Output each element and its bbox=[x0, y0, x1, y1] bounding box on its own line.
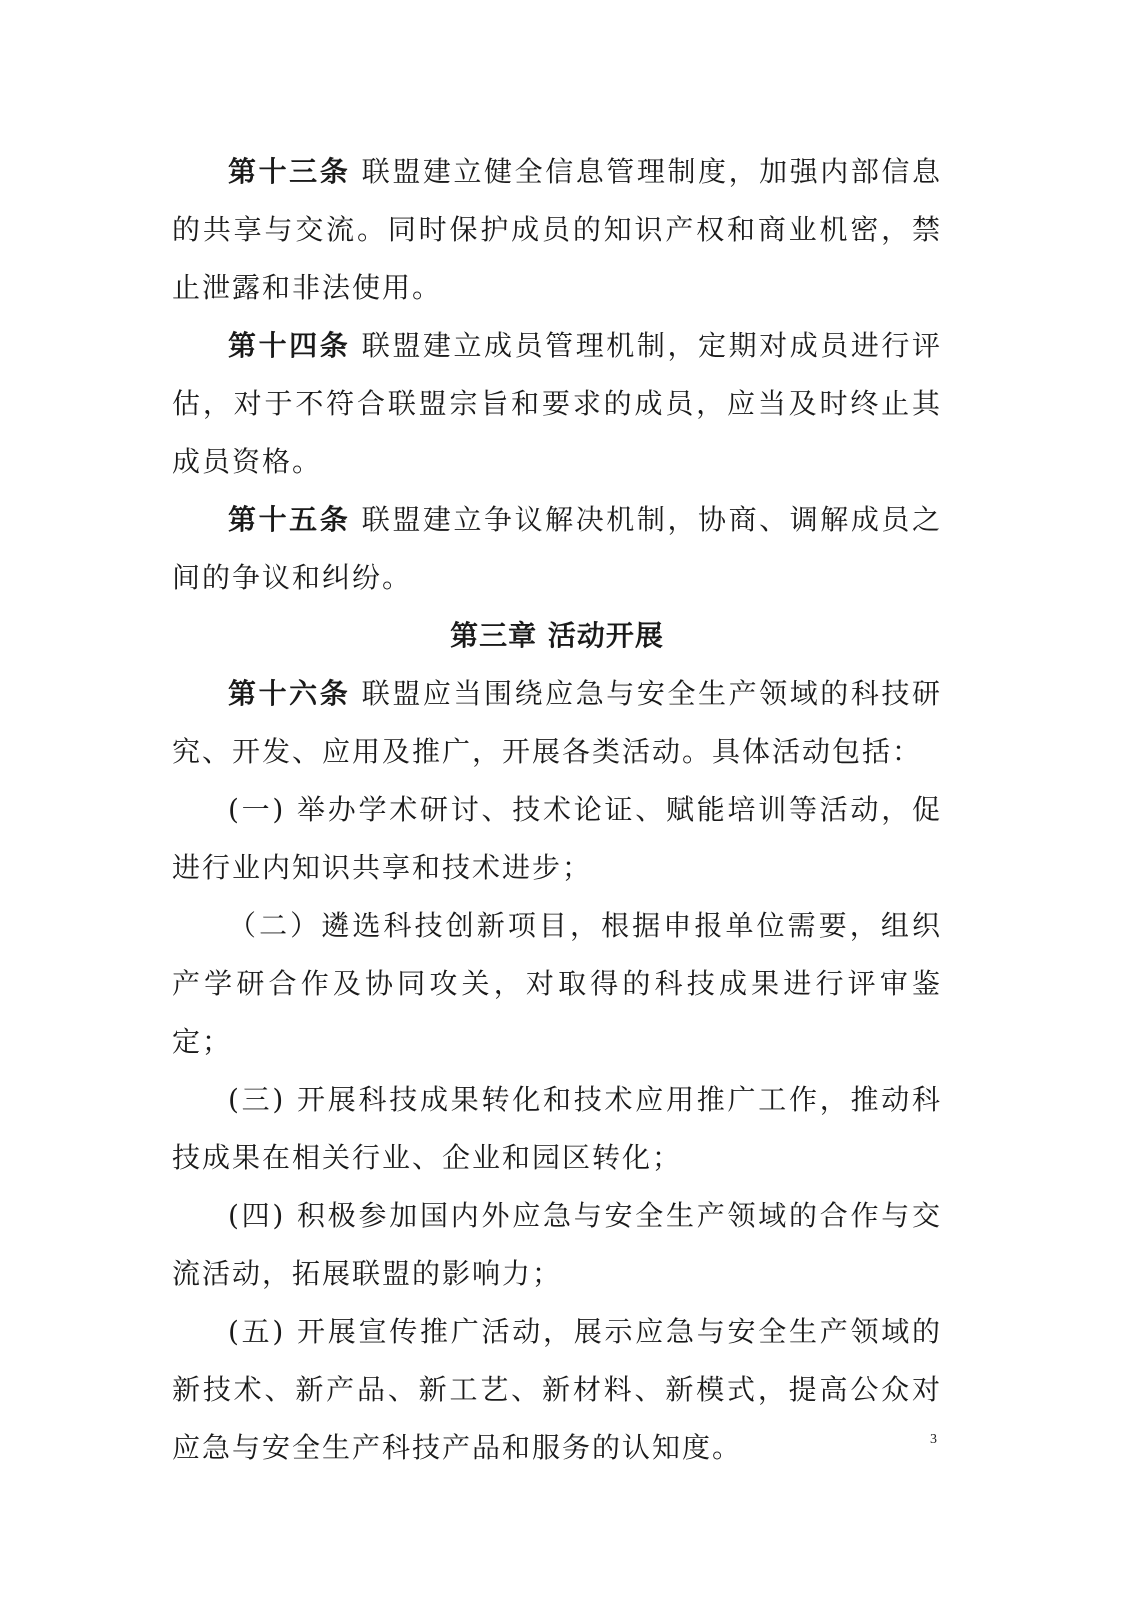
article-text: 联盟建立成员管理机制，定期对成员进行评估，对于不符合联盟宗旨和要求的成员，应当及时终止其成员资格。 bbox=[172, 329, 942, 478]
activity-item-3: (三) 开展科技成果转化和技术应用推广工作，推动科技成果在相关行业、企业和园区转化； bbox=[172, 1083, 942, 1174]
chapter-title: 第三章 活动开展 bbox=[450, 619, 664, 652]
article-heading: 第十四条 bbox=[228, 329, 351, 362]
article-heading: 第十六条 bbox=[228, 677, 351, 710]
article-text: 联盟建立健全信息管理制度，加强内部信息的共享与交流。同时保护成员的知识产权和商业机密，禁止泄露和非法使用。 bbox=[172, 155, 942, 304]
article-heading: 第十五条 bbox=[228, 503, 351, 536]
document-body bbox=[172, 143, 942, 1477]
article-heading: 第十三条 bbox=[228, 155, 351, 188]
activity-item-1: (一) 举办学术研讨、技术论证、赋能培训等活动，促进行业内知识共享和技术进步； bbox=[172, 793, 942, 884]
article-16 bbox=[172, 665, 942, 781]
activity-item-4: (四) 积极参加国内外应急与安全生产领域的合作与交流活动，拓展联盟的影响力； bbox=[172, 1199, 942, 1290]
article-text: 联盟建立争议解决机制，协商、调解成员之间的争议和纠纷。 bbox=[172, 503, 942, 594]
activity-item-5: (五) 开展宣传推广活动，展示应急与安全生产领域的新技术、新产品、新工艺、新材料、新模式，提高公众对应急与安全生产科技产品和服务的认知度。 bbox=[172, 1315, 942, 1464]
article-14 bbox=[172, 317, 942, 491]
article-text: 联盟应当围绕应急与安全生产领域的科技研究、开发、应用及推广，开展各类活动。具体活动包括： bbox=[172, 677, 942, 768]
article-15 bbox=[172, 491, 942, 607]
activity-item-2: （二）遴选科技创新项目，根据申报单位需要，组织产学研合作及协同攻关，对取得的科技成果进行评审鉴定； bbox=[172, 909, 942, 1058]
page-number: 3 bbox=[930, 1432, 937, 1447]
article-13 bbox=[172, 143, 942, 317]
